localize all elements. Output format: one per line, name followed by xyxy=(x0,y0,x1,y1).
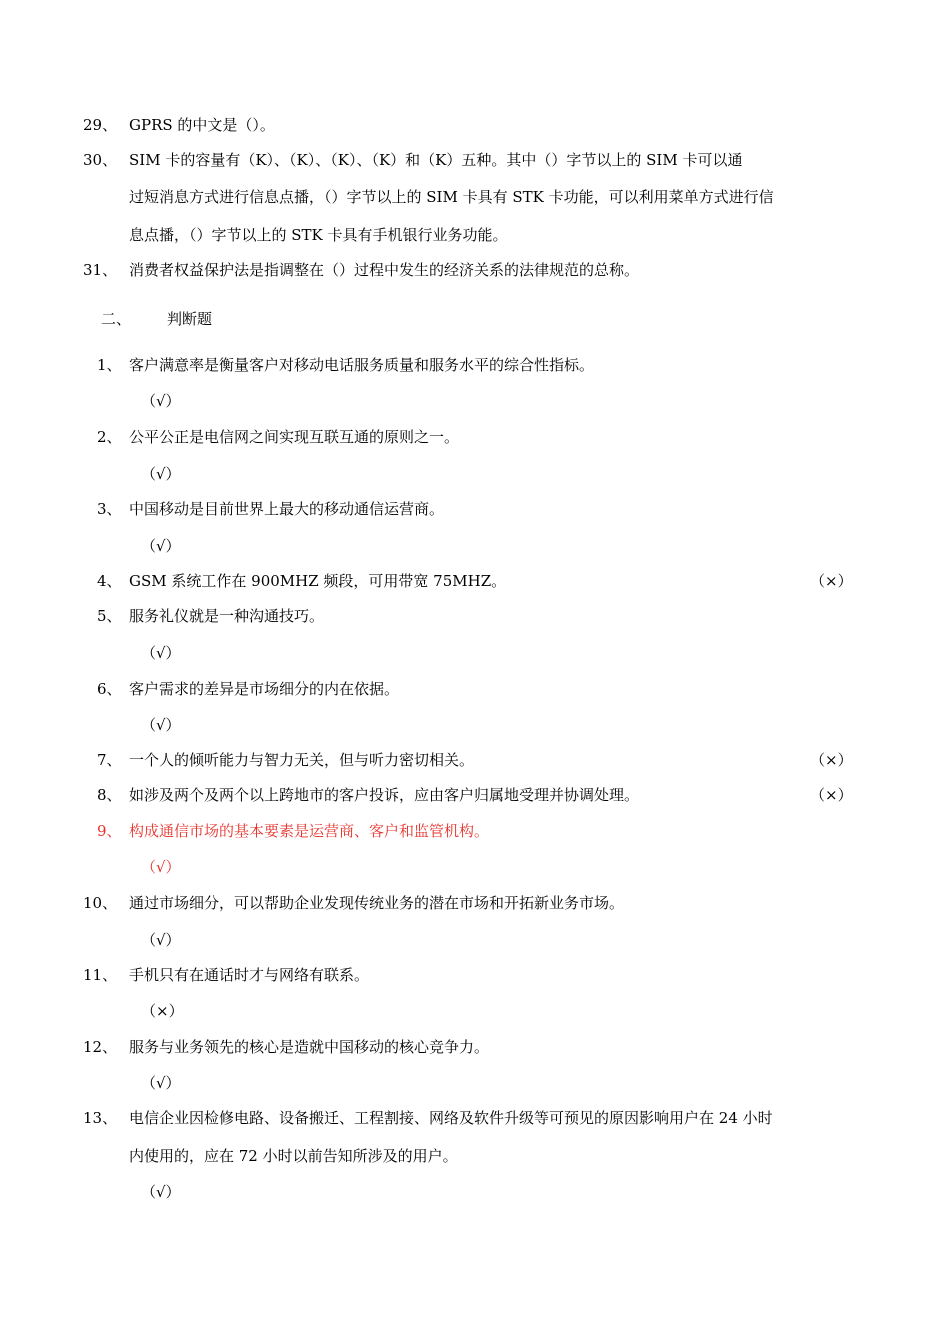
answer-mark: （×） xyxy=(810,751,853,769)
question-text: 手机只有在通话时才与网络有联系。 xyxy=(129,966,370,984)
question-text: 构成通信市场的基本要素是运营商、客户和监管机构。 xyxy=(129,822,490,840)
question-text: 通过市场细分，可以帮助企业发现传统业务的潜在市场和开拓新业务市场。 xyxy=(129,894,625,912)
question-number: 13、 xyxy=(83,1109,118,1127)
question-text: 客户需求的差异是市场细分的内在依据。 xyxy=(129,680,400,698)
question-number: 12、 xyxy=(83,1038,118,1056)
question-number: 8、 xyxy=(97,786,122,804)
answer-mark: （√） xyxy=(141,858,181,876)
question-number: 6、 xyxy=(97,680,122,698)
question-text: 服务礼仪就是一种沟通技巧。 xyxy=(129,607,325,625)
section-title: 判断题 xyxy=(167,310,213,328)
question-number: 9、 xyxy=(97,822,122,840)
answer-mark: （√） xyxy=(141,644,181,662)
question-text: 过短消息方式进行信息点播，（）字节以上的 SIM 卡具有 STK 卡功能，可以利用菜单方式进行信 xyxy=(129,188,774,206)
question-number: 30、 xyxy=(83,151,118,169)
question-text: 电信企业因检修电路、设备搬迁、工程割接、网络及软件升级等可预见的原因影响用户在 24 小时 xyxy=(129,1109,773,1127)
question-text: GSM 系统工作在 900MHZ 频段，可用带宽 75MHZ。 xyxy=(129,572,507,590)
question-text: 客户满意率是衡量客户对移动电话服务质量和服务水平的综合性指标。 xyxy=(129,356,595,374)
question-text: 消费者权益保护法是指调整在（）过程中发生的经济关系的法律规范的总称。 xyxy=(129,261,640,279)
question-number: 11、 xyxy=(83,966,118,984)
question-text: 一个人的倾听能力与智力无关，但与听力密切相关。 xyxy=(129,751,475,769)
answer-mark: （√） xyxy=(141,1183,181,1201)
section-number: 二、 xyxy=(101,310,132,328)
question-text: SIM 卡的容量有（K）、（K）、（K）、（K）和（K）五种。其中（）字节以上的 SIM 卡可以通 xyxy=(129,151,743,169)
question-number: 7、 xyxy=(97,751,122,769)
answer-mark: （×） xyxy=(810,572,853,590)
question-number: 10、 xyxy=(83,894,118,912)
question-number: 29、 xyxy=(83,116,118,134)
answer-mark: （√） xyxy=(141,931,181,949)
answer-mark: （√） xyxy=(141,537,181,555)
question-text: 内使用的，应在 72 小时以前告知所涉及的用户。 xyxy=(129,1147,458,1165)
answer-mark: （×） xyxy=(810,786,853,804)
question-text: 公平公正是电信网之间实现互联互通的原则之一。 xyxy=(129,428,460,446)
question-number: 1、 xyxy=(97,356,122,374)
answer-mark: （√） xyxy=(141,392,181,410)
question-number: 3、 xyxy=(97,500,122,518)
question-number: 5、 xyxy=(97,607,122,625)
answer-mark: （√） xyxy=(141,465,181,483)
question-text: 息点播，（）字节以上的 STK 卡具有手机银行业务功能。 xyxy=(129,226,508,244)
answer-mark: （×） xyxy=(141,1002,184,1020)
question-number: 2、 xyxy=(97,428,122,446)
answer-mark: （√） xyxy=(141,716,181,734)
question-text: 如涉及两个及两个以上跨地市的客户投诉，应由客户归属地受理并协调处理。 xyxy=(129,786,640,804)
question-text: 服务与业务领先的核心是造就中国移动的核心竞争力。 xyxy=(129,1038,490,1056)
question-number: 31、 xyxy=(83,261,118,279)
question-text: 中国移动是目前世界上最大的移动通信运营商。 xyxy=(129,500,445,518)
question-number: 4、 xyxy=(97,572,122,590)
question-text: GPRS 的中文是（）。 xyxy=(129,116,275,134)
answer-mark: （√） xyxy=(141,1074,181,1092)
